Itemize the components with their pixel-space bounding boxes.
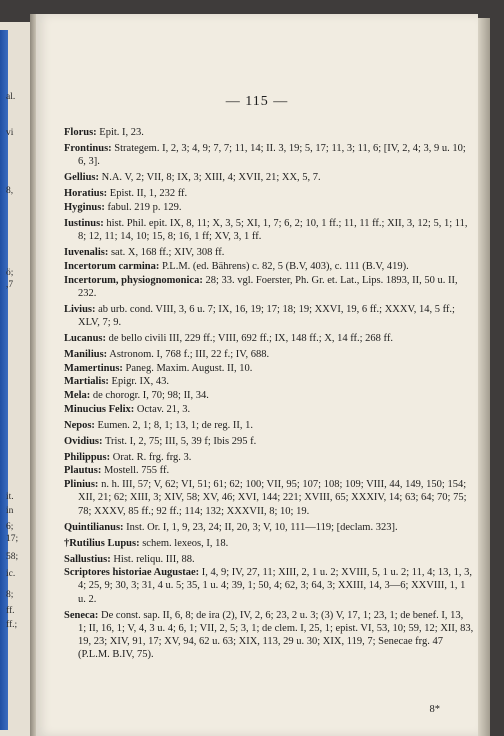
entry-head: Ovidius: — [64, 435, 103, 447]
entry-head: Minucius Felix: — [64, 403, 135, 415]
entry-head: Mamertinus: — [64, 362, 123, 374]
index-entry — [64, 537, 474, 550]
page-number: — 115 — — [225, 94, 289, 109]
index-entry — [64, 435, 474, 448]
left-margin-text: 6; — [6, 522, 14, 532]
entry-text: Epist. II, 1, 232 ff. — [109, 188, 188, 200]
entry-head: Plautus: — [64, 465, 102, 477]
index-entry — [64, 403, 474, 416]
entry-text: n. h. III, 57; V, 62; VI, 51; 61; 62; 100; VII, 95; 107; 108; 109; VIII, 44, 149, 150; 154; XII, 21; 62; XIII, 3; XIV, 58; XV, 46; XVI, 144; 221; XVIII, 65; XXXIV, 14; 63; 64; 70; 75; 78; XXXV, 85 ff.; 92 ff.; 114; 132; XXXVII, 8; 10; 19. — [78, 479, 467, 517]
index-entry — [64, 201, 474, 214]
index-entry — [64, 126, 474, 139]
entry-head: Philippus: — [64, 451, 111, 463]
index-entry — [64, 260, 474, 273]
entry-head: Nepos: — [64, 419, 95, 431]
entry-text: ab urb. cond. VIII, 3, 6 u. 7; IX, 16, 19; 17; 18; 19; XXVI, 19, 6 ff.; XXXV, 14, 5 ff.; XLV, 7; 9. — [78, 303, 455, 328]
index-entry — [64, 274, 474, 300]
index-entry — [64, 171, 474, 184]
index-entry — [64, 332, 474, 345]
entry-text: Inst. Or. I, 1, 9, 23, 24; II, 20, 3; V, 10, 111—119; [declam. 323]. — [126, 521, 398, 533]
left-margin-text: 8, — [6, 186, 14, 196]
entry-text: Hist. reliqu. III, 88. — [113, 553, 195, 565]
entry-head: Iustinus: — [64, 217, 104, 229]
entry-head: Horatius: — [64, 188, 108, 200]
index-entries — [64, 126, 474, 664]
entry-head: Manilius: — [64, 348, 108, 360]
entry-head: Incertorum carmina: — [64, 260, 160, 272]
entry-text: Mostell. 755 ff. — [103, 465, 170, 477]
entry-head: Iuvenalis: — [64, 247, 109, 259]
entry-text: Strategem. I, 2, 3; 4, 9; 7, 7; 11, 14; II. 3, 19; 5, 17; 11, 3; 11, 6; [IV, 2, 4; 3, 9 u. 10; 6, 3]. — [78, 143, 466, 168]
entry-head: Scriptores historiae Augustae: — [64, 567, 200, 579]
entry-head: Gellius: — [64, 172, 100, 184]
entry-head: †Rutilius Lupus: — [64, 537, 140, 549]
left-margin-text: it. — [6, 492, 14, 502]
left-margin-text: ic. — [6, 569, 16, 579]
entry-text: De const. sap. II, 6, 8; de ira (2), IV, 2, 6; 23, 2 u. 3; (3) V, 17, 1; 23, 1; de benef. I, 13, 1; II, 16, 1; V, 4, 3 u. 4; 6, 1; VII, 2, 5; 3, 1; de clem. I, 25, 1; epist. VI, 53, 10; 59, 12; XII, 83, 19, 23; XIV, 91, 17; XV, 94, 62 u. 63; XIX, 113, 29 u. 30; XIX, 119, 7; Senecae frg. 47 (P.L.M. B.IV, 75). — [78, 609, 474, 661]
index-entry — [64, 187, 474, 200]
index-entry — [64, 389, 474, 402]
entry-head: Lucanus: — [64, 332, 107, 344]
entry-text: I, 4, 9; IV, 27, 11; XIII, 2, 1 u. 2; XVIII, 5, 1 u. 2; 11, 4; 13, 1, 3, 4; 25, 9; 30, 3; 31, 4 u. 5; 35, 1 u. 4; 39, 1; 50, 4; 62, 3; 64, 3; XXIII, 14, 3—6; XXVIII, 1, 1 u. 2. — [78, 567, 473, 605]
entry-head: Martialis: — [64, 376, 109, 388]
entry-text: schem. lexeos, I, 18. — [142, 537, 229, 549]
entry-text: Astronom. I, 768 f.; III, 22 f.; IV, 688. — [109, 348, 270, 360]
left-margin-text: al. — [6, 92, 16, 102]
index-entry — [64, 217, 474, 243]
entry-head: Hyginus: — [64, 201, 105, 213]
entry-text: Paneg. Maxim. August. II, 10. — [125, 362, 253, 374]
entry-head: Seneca: — [64, 609, 99, 621]
index-entry — [64, 348, 474, 361]
entry-text: fabul. 219 p. 129. — [107, 201, 182, 213]
entry-text: Epigr. IX, 43. — [111, 376, 169, 388]
index-entry — [64, 478, 474, 518]
left-margin-text: vi — [6, 128, 14, 138]
entry-text: de bello civili III, 229 ff.; VIII, 692 ff.; IX, 148 ff.; X, 14 ff.; 268 ff. — [108, 332, 393, 344]
index-entry — [64, 464, 474, 477]
index-entry — [64, 566, 474, 606]
entry-head: Sallustius: — [64, 553, 111, 565]
left-page-fragment — [0, 22, 32, 736]
entry-text: 28; 33. vgl. Foerster, Ph. Gr. et. Lat., Lips. 1893, II, 50 u. II, 232. — [78, 274, 458, 299]
entry-text: Epit. I, 23. — [99, 127, 144, 138]
left-margin-text: ö; — [6, 268, 14, 278]
index-entry — [64, 419, 474, 432]
index-entry — [64, 303, 474, 329]
page-edge — [478, 18, 490, 736]
entry-text: Orat. R. frg. frg. 3. — [112, 451, 192, 463]
entry-text: de chorogr. I, 70; 98; II, 34. — [92, 390, 209, 402]
entry-text: Trist. I, 2, 75; III, 5, 39 f; Ibis 295 f. — [104, 435, 257, 447]
index-entry — [64, 609, 474, 662]
entry-head: Mela: — [64, 390, 91, 402]
entry-text: Octav. 21, 3. — [136, 403, 191, 415]
left-margin-text: ff. — [6, 606, 15, 616]
index-entry — [64, 362, 474, 375]
entry-text: hist. Phil. epit. IX, 8, 11; X, 3, 5; XI, 1, 7; 6, 2; 10, 1 ff.; 11, 11 ff.; XII, 3, 12; 5, 1; 11, 8; 12, 11; 14, 10; 15, 8; 16, 1 ff; XV, 3, 1 ff. — [78, 217, 468, 243]
index-entry — [64, 375, 474, 388]
left-margin-text: in — [6, 506, 14, 516]
index-entry — [64, 451, 474, 464]
entry-head: Frontinus: — [64, 143, 112, 154]
index-entry — [64, 246, 474, 259]
entry-text: Eumen. 2, 1; 8, 1; 13, 1; de reg. II, 1. — [97, 419, 253, 431]
index-entry — [64, 521, 474, 534]
entry-head: Incertorum, physiognomonica: — [64, 274, 203, 286]
entry-head: Plinius: — [64, 479, 99, 491]
entry-head: Livius: — [64, 303, 96, 315]
index-entry — [64, 142, 474, 168]
index-entry — [64, 553, 474, 566]
signature-mark: 8* — [429, 704, 440, 715]
book-page — [36, 14, 478, 736]
entry-text: P.L.M. (ed. Bährens) c. 82, 5 (B.V, 403), c. 111 (B.V, 419). — [161, 260, 409, 272]
entry-head: Florus: — [64, 127, 97, 138]
left-margin-text: ,7 — [6, 280, 14, 290]
left-margin-text: ff.; — [6, 620, 18, 630]
left-margin-text: 8; — [6, 590, 14, 600]
left-margin-text: 58; — [6, 552, 19, 562]
left-margin-text: 17; — [6, 534, 19, 544]
entry-head: Quintilianus: — [64, 521, 124, 533]
entry-text: N.A. V, 2; VII, 8; IX, 3; XIII, 4; XVII, 21; XX, 5, 7. — [101, 172, 321, 184]
entry-text: sat. X, 168 ff.; XIV, 308 ff. — [110, 247, 225, 259]
